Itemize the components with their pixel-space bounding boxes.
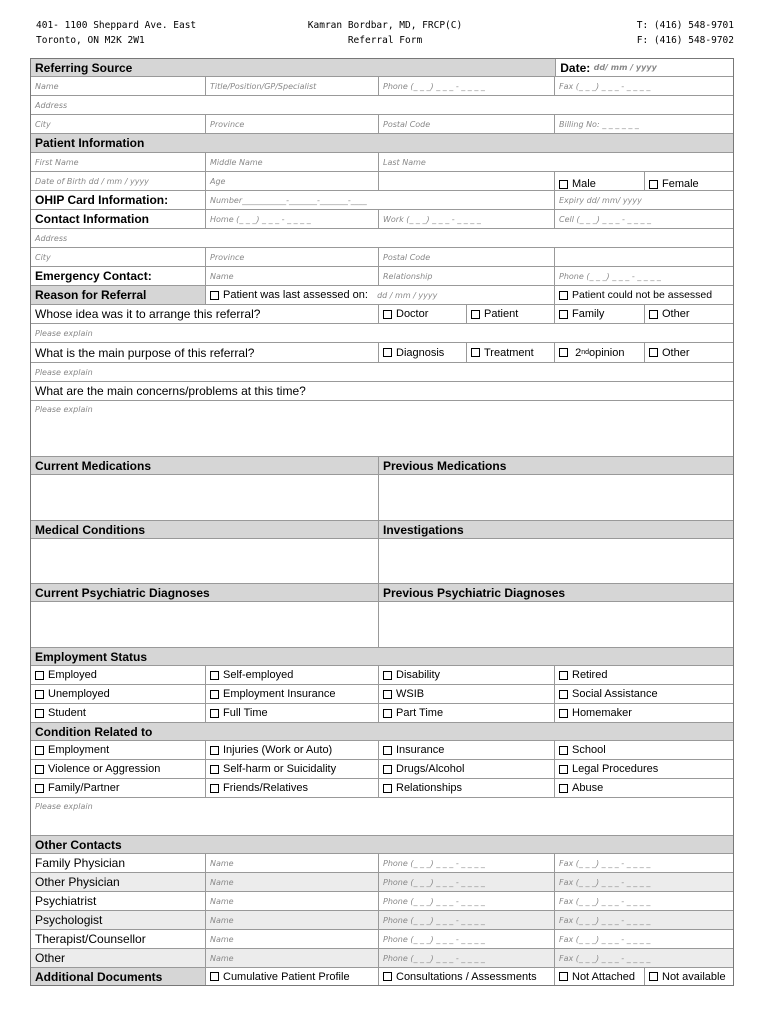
q1-doctor-checkbox[interactable] (378, 305, 466, 323)
checkbox-icon (559, 709, 568, 718)
q1-row (31, 304, 733, 323)
employment-checkbox[interactable] (378, 704, 554, 722)
option-label: Doctor (396, 308, 429, 320)
emergency-label: Emergency Contact: (35, 269, 152, 283)
condition-checkbox[interactable] (31, 760, 205, 778)
option-label: Patient (484, 308, 519, 320)
current-psych-field[interactable] (31, 602, 378, 647)
checkbox-icon (35, 709, 44, 718)
male-label: Male (572, 178, 596, 190)
last-assessed-date: dd / mm / yyyy (377, 290, 438, 300)
checkbox-icon (649, 972, 658, 981)
not-assessed-checkbox[interactable] (554, 286, 733, 304)
checkbox-icon (210, 784, 219, 793)
option-label: Violence or Aggression (48, 763, 161, 775)
contact-row (31, 948, 733, 967)
home-phone-field[interactable]: Home (_ _ _) _ _ _ - _ _ _ _ (205, 210, 378, 228)
option-label: WSIB (396, 688, 425, 700)
date-placeholder: dd/ mm / yyyy (593, 63, 657, 72)
contact-type-label: Psychiatrist (35, 894, 97, 908)
employment-checkbox[interactable] (554, 666, 733, 684)
contact-fax-field[interactable]: Fax (_ _ _) _ _ _ - _ _ _ _ (554, 892, 733, 910)
q2-diagnosis-checkbox[interactable] (378, 343, 466, 362)
ohip-label: OHIP Card Information: (35, 193, 169, 207)
employment-checkbox[interactable] (378, 685, 554, 703)
current-meds-field[interactable] (31, 475, 378, 520)
patient-row-1 (31, 152, 733, 171)
option-label: Disability (396, 669, 441, 681)
option-label: Social Assistance (572, 688, 658, 700)
medical-conditions-field[interactable] (31, 539, 378, 583)
checkbox-icon (471, 310, 480, 319)
contact-phone-field[interactable]: Phone (_ _ _) _ _ _ - _ _ _ _ (378, 873, 554, 891)
contact-phone-field[interactable]: Phone (_ _ _) _ _ _ - _ _ _ _ (378, 892, 554, 910)
contact-label: Contact Information (35, 212, 149, 226)
section-title: Employment Status (35, 649, 148, 664)
checkbox-icon (210, 709, 219, 718)
doc-not-available-checkbox[interactable] (644, 968, 733, 985)
checkbox-icon (559, 310, 568, 319)
opinion-label: opinion (588, 346, 625, 359)
checkbox-icon (35, 671, 44, 680)
q2-row (31, 342, 733, 362)
contact-name-field[interactable]: Name (205, 892, 378, 910)
checkbox-icon (210, 690, 219, 699)
option-label: Student (48, 707, 86, 719)
checkbox-icon (383, 972, 392, 981)
first-name-field[interactable]: First Name (35, 157, 79, 167)
q1-label: Whose idea was it to arrange this referral? (35, 307, 261, 321)
q2-other-checkbox[interactable] (644, 343, 733, 362)
medications-header (31, 456, 733, 474)
checkbox-icon (383, 746, 392, 755)
patient-city-field[interactable]: City (35, 252, 51, 262)
q1-explain-field[interactable]: Please explain (35, 328, 93, 338)
contact-numbers (637, 18, 734, 48)
condition-options (31, 740, 733, 797)
section-title: Patient Information (35, 136, 145, 150)
ohip-number-field[interactable]: Number___________-_______-_______-____ (205, 191, 554, 209)
option-label: Abuse (572, 782, 604, 794)
option-label: Consultations / Assessments (396, 970, 537, 983)
patient-info-header (31, 133, 733, 152)
option-label: Injuries (Work or Auto) (223, 744, 333, 756)
patient-postal-field[interactable]: Postal Code (378, 248, 554, 266)
checkbox-icon (35, 784, 44, 793)
last-name-field[interactable]: Last Name (378, 153, 733, 171)
billing-number-field[interactable]: Billing No: _ _ _ _ _ _ (554, 115, 733, 133)
referrer-address-field[interactable]: Address (35, 100, 68, 110)
q3-explain-field[interactable]: Please explain (35, 405, 93, 414)
male-checkbox[interactable] (554, 172, 644, 190)
emergency-name-field[interactable]: Name (205, 267, 378, 285)
employment-checkbox[interactable] (31, 666, 205, 684)
previous-meds-title: Previous Medications (378, 457, 733, 474)
contact-phone-field[interactable]: Phone (_ _ _) _ _ _ - _ _ _ _ (378, 854, 554, 872)
middle-name-field[interactable]: Middle Name (205, 153, 378, 171)
checkbox-icon (210, 746, 219, 755)
condition-header (31, 722, 733, 740)
contact-fax-field[interactable]: Fax (_ _ _) _ _ _ - _ _ _ _ (554, 911, 733, 929)
section-title: Condition Related to (35, 724, 153, 739)
contact-type-label: Family Physician (35, 856, 126, 870)
option-label: Relationships (396, 782, 463, 794)
work-phone-field[interactable]: Work (_ _ _) _ _ _ - _ _ _ _ (378, 210, 554, 228)
contact-phone-field[interactable]: Phone (_ _ _) _ _ _ - _ _ _ _ (378, 911, 554, 929)
referring-row-2 (31, 95, 733, 114)
previous-meds-field[interactable] (378, 475, 733, 520)
option-label: Employed (48, 669, 97, 681)
contact-name-field[interactable]: Name (205, 930, 378, 948)
contact-type-label: Psychologist (35, 913, 103, 927)
checkbox-icon (210, 291, 219, 300)
employment-checkbox[interactable] (31, 685, 205, 703)
contact-row (31, 853, 733, 872)
condition-checkbox[interactable] (205, 779, 378, 797)
checkbox-icon (559, 746, 568, 755)
condition-checkbox[interactable] (378, 760, 554, 778)
form-title: Referral Form (347, 35, 423, 46)
option-label: Full Time (223, 707, 268, 719)
checkbox-icon (559, 690, 568, 699)
option-label: Insurance (396, 744, 445, 756)
date-label: Date: (560, 60, 591, 75)
employment-header (31, 647, 733, 665)
contact-type-label: Other Physician (35, 875, 120, 889)
checkbox-icon (559, 972, 568, 981)
option-label: Cumulative Patient Profile (223, 970, 350, 983)
checkbox-icon (559, 180, 568, 189)
condition-checkbox[interactable] (554, 741, 733, 759)
option-label: Drugs/Alcohol (396, 763, 465, 775)
contact-row (31, 910, 733, 929)
checkbox-icon (35, 746, 44, 755)
q2-treatment-checkbox[interactable] (466, 343, 554, 362)
patient-city-row (31, 247, 733, 266)
option-label: Friends/Relatives (223, 782, 308, 794)
checkbox-icon (649, 180, 658, 189)
age-field[interactable]: Age (205, 172, 378, 190)
option-label: Self-employed (223, 669, 294, 681)
condition-checkbox[interactable] (378, 779, 554, 797)
current-meds-title: Current Medications (35, 458, 152, 473)
option-label: Family/Partner (48, 782, 120, 794)
employment-checkbox[interactable] (554, 704, 733, 722)
checkbox-icon (383, 690, 392, 699)
condition-checkbox[interactable] (378, 741, 554, 759)
contact-row (31, 209, 733, 228)
condition-checkbox[interactable] (31, 741, 205, 759)
contact-row (31, 929, 733, 948)
conditions-header (31, 520, 733, 538)
section-title: Additional Documents (31, 968, 205, 985)
contacts-table (31, 853, 733, 967)
q1-family-checkbox[interactable] (554, 305, 644, 323)
option-label: Homemaker (572, 707, 632, 719)
checkbox-icon (471, 348, 480, 357)
condition-explain-row (31, 797, 733, 835)
q3-label: What are the main concerns/problems at this time? (35, 384, 306, 398)
previous-psych-title: Previous Psychiatric Diagnoses (378, 584, 733, 601)
condition-checkbox[interactable] (554, 760, 733, 778)
referrer-name-field[interactable]: Name (35, 81, 59, 91)
q2-label: What is the main purpose of this referral? (35, 345, 255, 360)
contact-fax-field[interactable]: Fax (_ _ _) _ _ _ - _ _ _ _ (554, 949, 733, 967)
checkbox-icon (383, 671, 392, 680)
investigations-title: Investigations (378, 521, 733, 538)
option-label: Part Time (396, 707, 444, 719)
date-field[interactable] (555, 59, 733, 76)
ohip-expiry-field[interactable]: Expiry dd/ mm/ yyyy (554, 191, 733, 209)
contact-name-field[interactable]: Name (205, 949, 378, 967)
checkbox-icon (649, 348, 658, 357)
patient-address-field[interactable]: Address (35, 233, 68, 243)
documents-row (31, 967, 733, 985)
section-title: Reason for Referral (31, 286, 205, 304)
q2-second-opinion-checkbox[interactable] (554, 343, 644, 362)
option-label: Unemployed (48, 688, 110, 700)
address-line-1: 401- 1100 Sheppard Ave. East (36, 20, 197, 31)
referring-source-header (31, 58, 733, 76)
option-label: Not Attached (572, 970, 635, 983)
section-title: Referring Source (35, 60, 133, 75)
section-title: Other Contacts (35, 837, 122, 852)
condition-row (31, 778, 733, 797)
option-label: 2 (575, 346, 582, 359)
dob-field[interactable]: Date of Birth dd / mm / yyyy (35, 176, 149, 186)
current-psych-title: Current Psychiatric Diagnoses (35, 585, 210, 600)
checkbox-icon (559, 348, 568, 357)
patient-province-field[interactable]: Province (205, 248, 378, 266)
ordinal-suffix: nd (581, 349, 589, 356)
option-label: Self-harm or Suicidality (223, 763, 337, 775)
contact-phone-field[interactable]: Phone (_ _ _) _ _ _ - _ _ _ _ (378, 930, 554, 948)
checkbox-icon (383, 310, 392, 319)
checkbox-icon (559, 784, 568, 793)
employment-row (31, 703, 733, 722)
referrer-title-field[interactable]: Title/Position/GP/Specialist (205, 77, 378, 95)
emergency-phone-field[interactable]: Phone (_ _ _) _ _ _ - _ _ _ _ (554, 267, 733, 285)
employment-checkbox[interactable] (378, 666, 554, 684)
doc-cpp-checkbox[interactable] (205, 968, 378, 985)
checkbox-icon (383, 784, 392, 793)
checkbox-icon (210, 972, 219, 981)
previous-psych-field[interactable] (378, 602, 733, 647)
q1-explain-row (31, 323, 733, 342)
referrer-phone-field[interactable]: Phone (_ _ _) _ _ _ - _ _ _ _ (378, 77, 554, 95)
patient-address-row (31, 228, 733, 247)
ohip-row (31, 190, 733, 209)
option-label: Legal Procedures (572, 763, 659, 775)
emergency-relationship-field[interactable]: Relationship (378, 267, 554, 285)
checkbox-icon (383, 765, 392, 774)
reason-header-row (31, 285, 733, 304)
female-label: Female (662, 178, 699, 190)
contact-type-label: Therapist/Counsellor (35, 932, 146, 946)
blank-cell (554, 248, 733, 266)
psych-header (31, 583, 733, 601)
contact-type-label: Other (35, 951, 66, 965)
checkbox-icon (383, 709, 392, 718)
condition-checkbox[interactable] (31, 779, 205, 797)
contact-fax-field[interactable]: Fax (_ _ _) _ _ _ - _ _ _ _ (554, 873, 733, 891)
condition-checkbox[interactable] (205, 760, 378, 778)
doctor-name: Kamran Bordbar, MD, FRCP(C) (307, 20, 463, 31)
option-label: Not available (662, 970, 726, 983)
contact-name-field[interactable]: Name (205, 854, 378, 872)
contact-row (31, 891, 733, 910)
doctor-block (36, 18, 734, 48)
contact-phone-field[interactable]: Phone (_ _ _) _ _ _ - _ _ _ _ (378, 949, 554, 967)
checkbox-icon (35, 765, 44, 774)
employment-options (31, 665, 733, 722)
contact-fax-field[interactable]: Fax (_ _ _) _ _ _ - _ _ _ _ (554, 930, 733, 948)
referral-form (30, 58, 734, 986)
psych-body (31, 601, 733, 647)
employment-checkbox[interactable] (205, 685, 378, 703)
option-label: Treatment (484, 346, 534, 359)
referrer-city-field[interactable]: City (35, 119, 51, 129)
checkbox-icon (210, 765, 219, 774)
checkbox-icon (559, 671, 568, 680)
medical-conditions-title: Medical Conditions (35, 522, 146, 537)
doc-not-attached-checkbox[interactable] (554, 968, 644, 985)
employment-checkbox[interactable] (205, 666, 378, 684)
referrer-postal-field[interactable]: Postal Code (378, 115, 554, 133)
q2-explain-field[interactable]: Please explain (35, 367, 93, 377)
q2-explain-row (31, 362, 733, 381)
condition-explain-field[interactable]: Please explain (35, 802, 93, 811)
employment-row (31, 684, 733, 703)
checkbox-icon (35, 690, 44, 699)
option-label: School (572, 744, 606, 756)
condition-checkbox[interactable] (554, 779, 733, 797)
checkbox-icon (649, 310, 658, 319)
referring-row-3 (31, 114, 733, 133)
employment-checkbox[interactable] (205, 704, 378, 722)
address-line-2: Toronto, ON M2K 2W1 (36, 35, 145, 46)
last-assessed-checkbox[interactable] (205, 286, 554, 304)
checkbox-icon (210, 671, 219, 680)
q1-other-checkbox[interactable] (644, 305, 733, 323)
employment-checkbox[interactable] (554, 685, 733, 703)
referrer-fax-field[interactable]: Fax (_ _ _) _ _ _ - _ _ _ _ (554, 77, 733, 95)
female-checkbox[interactable] (644, 172, 733, 190)
doc-consultations-checkbox[interactable] (378, 968, 554, 985)
last-assessed-label: Patient was last assessed on: (223, 289, 368, 301)
option-label: Other (662, 346, 690, 359)
contact-name-field[interactable]: Name (205, 873, 378, 891)
blank-cell (378, 172, 554, 190)
condition-checkbox[interactable] (205, 741, 378, 759)
checkbox-icon (559, 291, 568, 300)
q3-explain-row (31, 400, 733, 456)
checkbox-icon (383, 348, 392, 357)
medications-body (31, 474, 733, 520)
q3-row (31, 381, 733, 400)
not-assessed-label: Patient could not be assessed (572, 289, 713, 301)
option-label: Employment Insurance (223, 688, 336, 700)
contact-fax-field[interactable]: Fax (_ _ _) _ _ _ - _ _ _ _ (554, 854, 733, 872)
q1-patient-checkbox[interactable] (466, 305, 554, 323)
condition-row (31, 759, 733, 778)
option-label: Retired (572, 669, 608, 681)
contact-row (31, 872, 733, 891)
cell-phone-field[interactable]: Cell (_ _ _) _ _ _ - _ _ _ _ (554, 210, 733, 228)
letterhead (36, 18, 734, 50)
employment-checkbox[interactable] (31, 704, 205, 722)
employment-row (31, 665, 733, 684)
contact-name-field[interactable]: Name (205, 911, 378, 929)
option-label: Employment (48, 744, 110, 756)
condition-row (31, 740, 733, 759)
option-label: Diagnosis (396, 346, 445, 359)
option-label: Other (662, 308, 690, 320)
option-label: Family (572, 308, 605, 320)
conditions-body (31, 538, 733, 583)
contacts-header (31, 835, 733, 853)
clinic-fax: F: (416) 548-9702 (636, 35, 734, 46)
patient-row-2 (31, 171, 733, 190)
referring-row-1 (31, 76, 733, 95)
emergency-row (31, 266, 733, 285)
investigations-field[interactable] (378, 539, 733, 583)
referrer-province-field[interactable]: Province (205, 115, 378, 133)
clinic-phone: T: (416) 548-9701 (636, 20, 734, 31)
checkbox-icon (559, 765, 568, 774)
